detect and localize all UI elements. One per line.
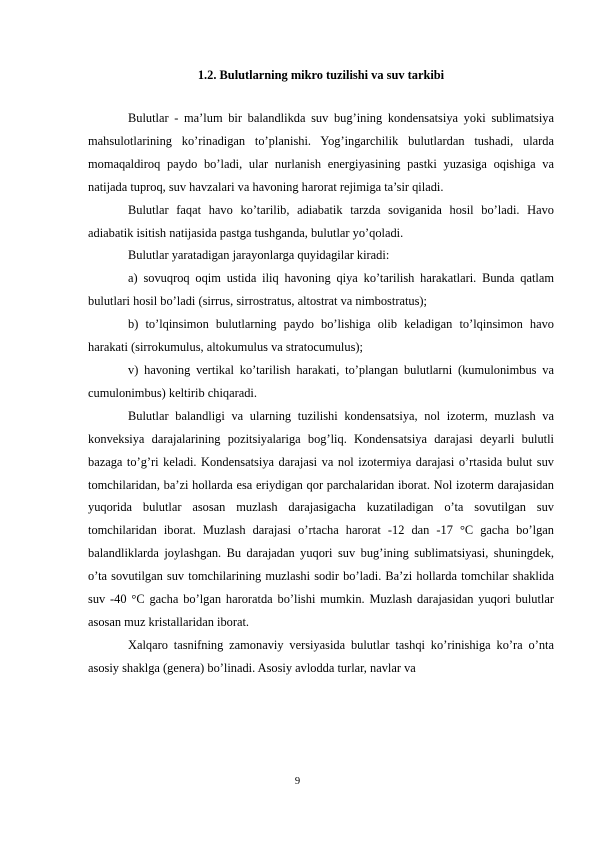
paragraph-2: Bulutlar faqat havo ko’tarilib, adiabatik tarzda soviganida hosil bo’ladi. Havo adiabatik isitish natijasida pastga tushganda, bulutlar yo’qoladi.: [88, 202, 554, 240]
paragraph-8: Xalqaro tasnifning zamonaviy versiyasida bulutlar tashqi ko’rinishiga ko’ra o’nta asosiy shaklga (genera) bo’linadi. Asosiy avlodda turlar, navlar va: [88, 637, 554, 675]
paragraph-6: v) havoning vertikal ko’tarilish harakati, to’plangan bulutlarni (kumulonimbus va cumulonimbus) keltirib chiqaradi.: [88, 362, 554, 400]
paragraph-3: Bulutlar yaratadigan jarayonlarga quyidagilar kiradi:: [128, 248, 390, 263]
paragraph-1: Bulutlar - ma’lum bir balandlikda suv bug’ining kondensatsiya yoki sublimatsiya mahsulotlarining ko’rinadigan to’planishi. Yog’ingarchilik bulutlardan tushadi, ularda momaqaldiroq paydo bo’ladi, ular nurlanish energiyasining pastki yuzasiga oqishiga va natijada tuproq, suv havzalari va havoning harorat rejimiga ta’sir qiladi.: [88, 111, 554, 194]
section-title: 1.2. Bulutlarning mikro tuzilishi va suv tarkibi: [197, 68, 445, 82]
paragraph-7: Bulutlar balandligi va ularning tuzilishi kondensatsiya, nol izoterm, muzlash va konveksiya darajalarining pozitsiyalariga bog’liq. Kondensatsiya darajasi deyarli bulutli bazaga to’g’ri keladi. Kondensatsiya darajasi va nol izotermiya darajasi o’rtasida bulut suv tomchilaridan, ba’zi hollarda esa eriydigan qor parchalaridan iborat. Nol izoterm darajasidan yuqorida bulutlar asosan muzlash darajasigacha kuzatiladigan o’ta sovutilgan suv tomchilaridan iborat. Muzlash darajasi o’rtacha harorat -12 dan -17 °C gacha bo’lgan balandliklarda joylashgan. Bu darajadan yuqori suv bug’ining sublimatsiyasi, shuningdek, o’ta sovutilgan suv tomchilarining muzlashi sodir bo’ladi. Ba’zi hollarda tomchilar shaklida suv -40 °C gacha bo’lgan haroratda bo’lishi mumkin. Muzlash darajasidan yuqori bulutlar asosan muz kristallaridan iborat.: [88, 408, 554, 629]
paragraph-5: b) to’lqinsimon bulutlarning paydo bo’lishiga olib keladigan to’lqinsimon havo harakati (sirrokumulus, altokumulus va stratocumulus);: [88, 317, 554, 355]
body-text: [88, 107, 554, 680]
paragraph-4: a) sovuqroq oqim ustida iliq havoning qiya ko’tarilish harakatlari. Bunda qatlam bulutlari hosil bo’ladi (sirrus, sirrostratus, altostrat va nimbostratus);: [88, 271, 554, 309]
page-number: 9: [294, 776, 301, 787]
